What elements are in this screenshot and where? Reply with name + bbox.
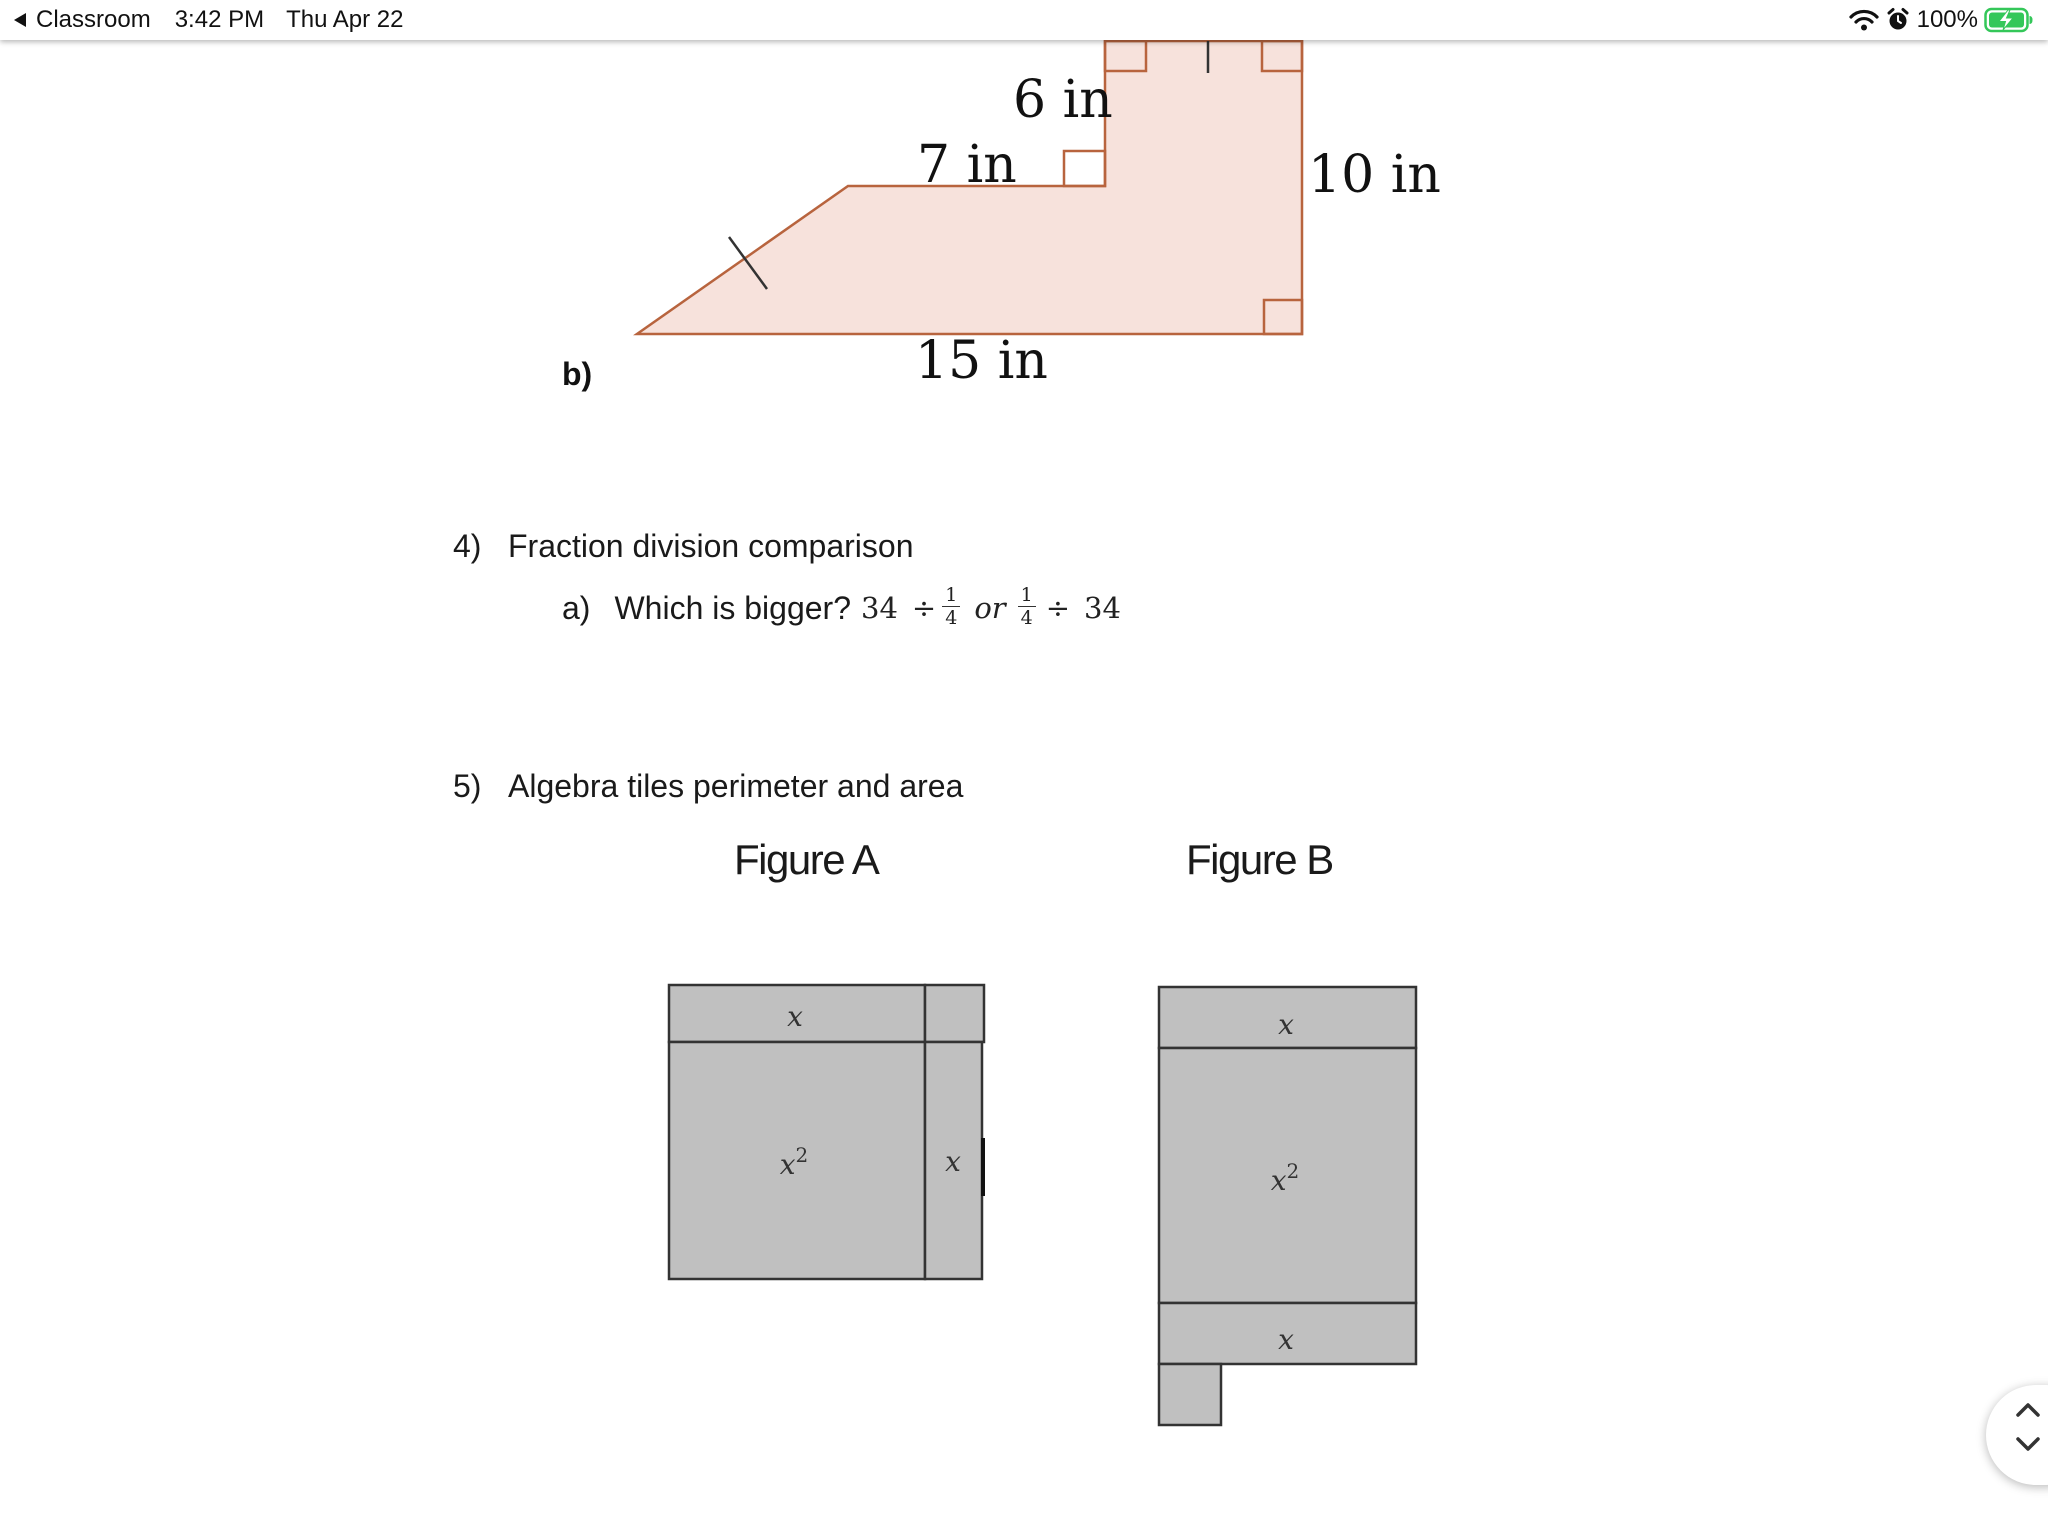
fraction-one-quarter xyxy=(1018,584,1036,629)
battery-charging-icon xyxy=(1984,7,2034,33)
figure-b-tiles xyxy=(1159,987,1416,1425)
page-up-button[interactable] xyxy=(2008,1399,2048,1435)
tile-label-x: x xyxy=(945,1145,961,1178)
question-5-heading xyxy=(453,768,1153,808)
back-to-app-link[interactable] xyxy=(12,6,151,34)
question-prompt: Which is bigger? xyxy=(614,589,851,626)
dimension-label-6in: 6 in xyxy=(1013,70,1113,130)
tile-label-x: x xyxy=(1278,1008,1294,1041)
back-app-label: Classroom xyxy=(36,6,151,33)
figure-a-tiles xyxy=(669,985,984,1279)
or-word: or xyxy=(974,591,1006,625)
math-expression xyxy=(861,583,1121,631)
tile-label-x: x xyxy=(787,1000,803,1033)
wifi-icon xyxy=(1849,8,1879,32)
figure-b-title: Figure B xyxy=(1186,836,1333,883)
math-number: 34 xyxy=(1084,591,1121,625)
status-time: 3:42 PM xyxy=(174,6,265,33)
right-angle-marker xyxy=(1064,151,1105,186)
divide-symbol: ÷ xyxy=(1045,591,1071,625)
composite-shape-figure xyxy=(562,40,1441,392)
dimension-label-10in: 10 in xyxy=(1308,145,1441,205)
status-left xyxy=(12,0,404,40)
status-right xyxy=(1849,0,2034,40)
question-4a xyxy=(562,578,1121,638)
figure-a-title: Figure A xyxy=(734,836,879,883)
chevron-up-icon xyxy=(2014,1399,2042,1419)
fraction-numerator: 1 xyxy=(1018,584,1036,607)
back-chevron-icon xyxy=(12,12,28,28)
question-title: Fraction division comparison xyxy=(508,528,914,564)
tile-label-x-squared: $x^2$ xyxy=(1270,1159,1300,1197)
tile-label-x: x xyxy=(1278,1323,1294,1356)
question-title: Algebra tiles perimeter and area xyxy=(508,768,964,804)
status-date: Thu Apr 22 xyxy=(286,6,404,33)
document-page[interactable] xyxy=(0,40,2048,1536)
battery-percent: 100% xyxy=(1916,6,1978,33)
tile-label-x-squared: $x^2$ xyxy=(779,1143,809,1181)
unit-tile xyxy=(925,985,984,1042)
chevron-down-icon xyxy=(2014,1435,2042,1455)
unit-tile xyxy=(1159,1364,1221,1425)
fraction-numerator: 1 xyxy=(942,584,960,607)
alarm-icon xyxy=(1885,7,1911,33)
question-number: 4) xyxy=(453,528,482,564)
math-number: 34 xyxy=(861,591,898,625)
status-bar xyxy=(0,0,2048,40)
part-label-a: a) xyxy=(562,589,591,626)
page-down-button[interactable] xyxy=(2008,1435,2048,1471)
question-number: 5) xyxy=(453,768,482,804)
dimension-label-15in: 15 in xyxy=(915,331,1048,391)
part-label-b: b) xyxy=(562,356,593,392)
divide-symbol: ÷ xyxy=(911,591,937,625)
fraction-denominator: 4 xyxy=(1020,606,1033,629)
question-4-heading xyxy=(453,528,1153,568)
dimension-label-7in: 7 in xyxy=(917,135,1017,195)
fraction-one-quarter xyxy=(942,584,960,629)
fraction-denominator: 4 xyxy=(945,606,958,629)
